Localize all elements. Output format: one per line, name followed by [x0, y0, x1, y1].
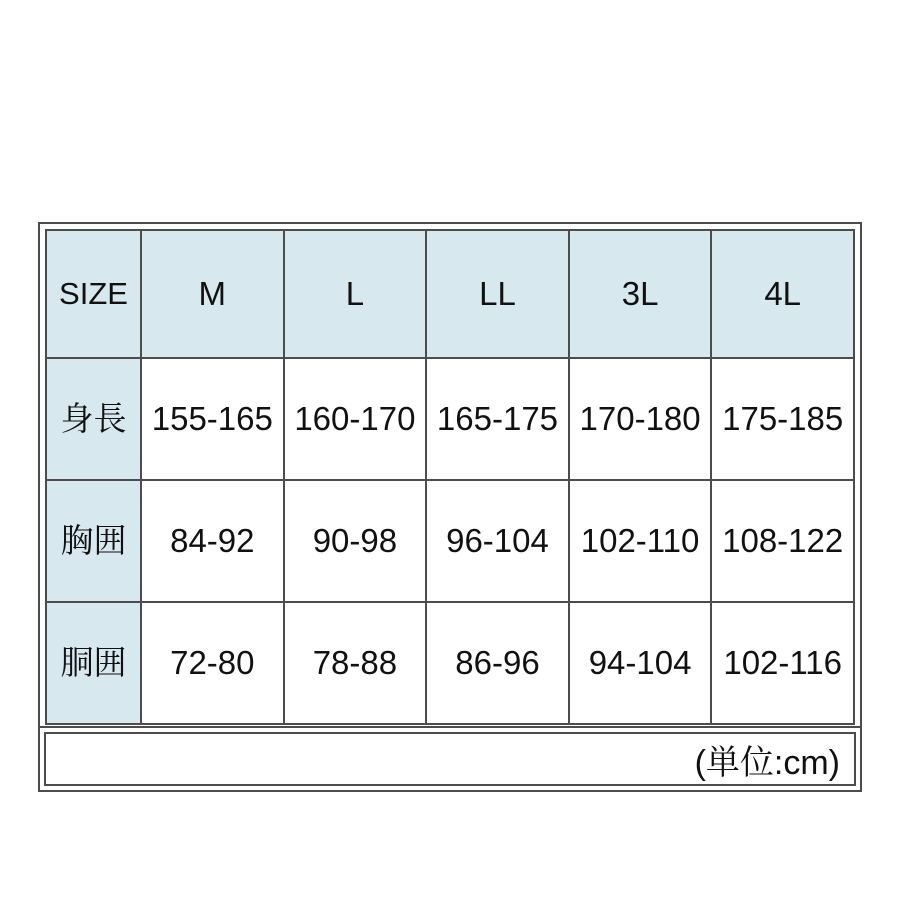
cell-height-4l: 175-185: [711, 358, 854, 480]
cell-height-ll: 165-175: [426, 358, 569, 480]
cell-chest-m: 84-92: [141, 480, 284, 602]
cell-chest-l: 90-98: [284, 480, 427, 602]
unit-note-bar: [38, 726, 862, 792]
table-row: [46, 602, 854, 724]
table-corner-label: SIZE: [46, 230, 141, 358]
cell-chest-3l: 102-110: [569, 480, 712, 602]
cell-waist-m: 72-80: [141, 602, 284, 724]
column-header-l: L: [284, 230, 427, 358]
unit-note-text: (単位:cm): [694, 743, 840, 782]
cell-waist-4l: 102-116: [711, 602, 854, 724]
size-chart-table-container: [38, 222, 862, 732]
cell-waist-l: 78-88: [284, 602, 427, 724]
table-header-row: [46, 230, 854, 358]
row-label-height: 身長: [46, 358, 141, 480]
cell-height-l: 160-170: [284, 358, 427, 480]
cell-height-m: 155-165: [141, 358, 284, 480]
size-chart-table: [45, 229, 855, 725]
table-row: [46, 480, 854, 602]
cell-waist-3l: 94-104: [569, 602, 712, 724]
cell-height-3l: 170-180: [569, 358, 712, 480]
cell-chest-ll: 96-104: [426, 480, 569, 602]
column-header-m: M: [141, 230, 284, 358]
column-header-3l: 3L: [569, 230, 712, 358]
column-header-4l: 4L: [711, 230, 854, 358]
column-header-ll: LL: [426, 230, 569, 358]
cell-waist-ll: 86-96: [426, 602, 569, 724]
row-label-chest: 胸囲: [46, 480, 141, 602]
row-label-waist: 胴囲: [46, 602, 141, 724]
unit-note-inner: [44, 732, 856, 786]
table-row: [46, 358, 854, 480]
cell-chest-4l: 108-122: [711, 480, 854, 602]
